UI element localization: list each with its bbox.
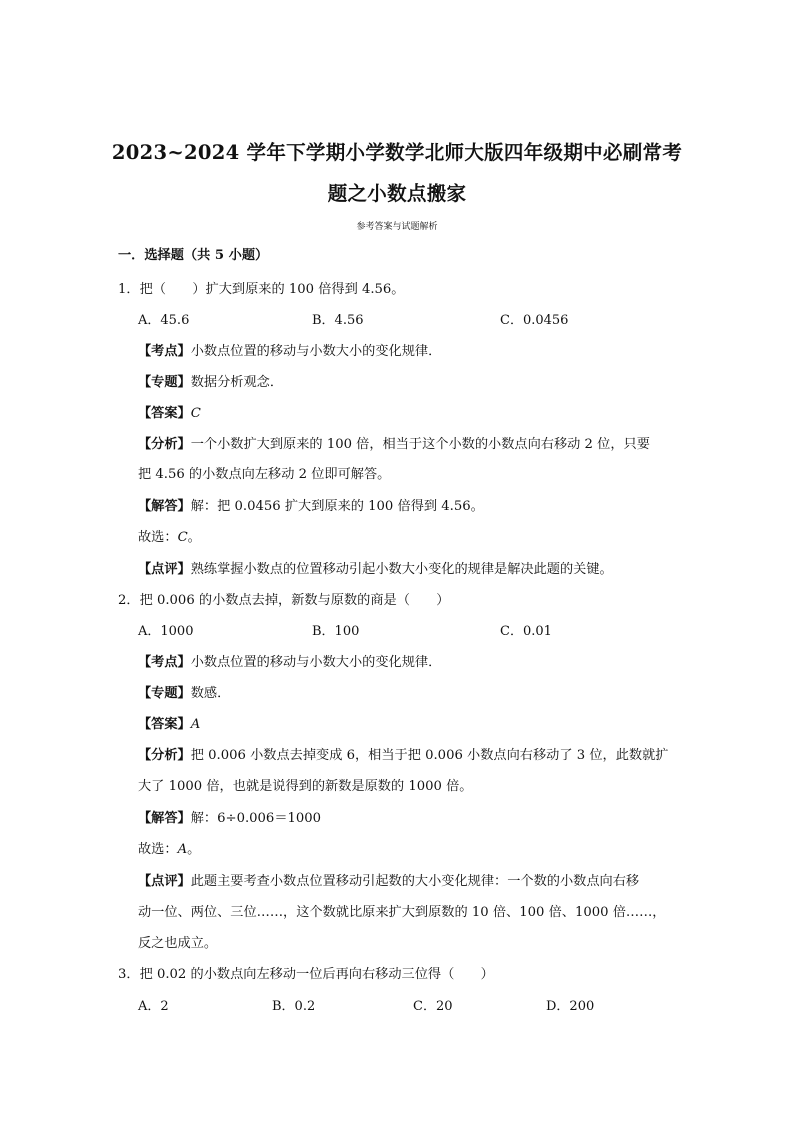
fenxi-text-line1: 一个小数扩大到原来的 100 倍，相当于这个小数的小数点向右移动 2 位，只要 xyxy=(190,437,650,452)
question-2-option-b: B．100 xyxy=(312,624,360,639)
question-2-fenxi xyxy=(138,747,668,765)
question-1-guxuan xyxy=(138,529,201,547)
kaodian-text: 小数点位置的移动与小数大小的变化规律． xyxy=(190,655,442,670)
question-1-option-c: C．0.0456 xyxy=(500,313,569,328)
zhuanti-label: 【专题】 xyxy=(138,375,191,390)
guxuan-prefix: 故选： xyxy=(138,842,178,857)
daan-label: 【答案】 xyxy=(138,717,191,732)
question-3-stem: 3．把 0.02 的小数点向左移动一位后再向右移动三位得（ ） xyxy=(118,967,494,982)
daan-text: C xyxy=(190,406,201,421)
dianping-label: 【点评】 xyxy=(138,562,191,577)
question-2-guxuan xyxy=(138,841,200,859)
jieda-label: 【解答】 xyxy=(138,811,191,826)
question-2-dianping-line2: 动一位、两位、三位……，这个数就比原来扩大到原数的 10 倍、100 倍、1000 倍……， xyxy=(138,905,666,920)
question-1-jieda xyxy=(138,498,484,516)
question-2-option-c: C．0.01 xyxy=(500,624,552,639)
kaodian-label: 【考点】 xyxy=(138,655,191,670)
question-2-stem: 2．把 0.006 的小数点去掉，新数与原数的商是（ ） xyxy=(118,593,450,608)
dianping-text-line1: 此题主要考查小数点位置移动引起数的大小变化规律：一个数的小数点向右移 xyxy=(190,874,640,889)
question-1-option-a: A．45.6 xyxy=(138,313,190,328)
question-2-jieda xyxy=(138,810,321,828)
question-1-zhuanti xyxy=(138,374,283,392)
question-2-option-a: A．1000 xyxy=(138,624,194,639)
question-3-option-a: A．2 xyxy=(138,999,169,1014)
guxuan-answer: A xyxy=(177,842,188,857)
jieda-label: 【解答】 xyxy=(138,499,191,514)
zhuanti-text: 数感． xyxy=(190,686,231,701)
fenxi-text-line1: 把 0.006 小数点去掉变成 6，相当于把 0.006 小数点向右移动了 3 位，此数就扩 xyxy=(190,748,669,763)
question-1-dianping xyxy=(138,561,613,579)
zhuanti-label: 【专题】 xyxy=(138,686,191,701)
guxuan-suffix: 。 xyxy=(187,530,201,545)
kaodian-label: 【考点】 xyxy=(138,344,191,359)
dianping-label: 【点评】 xyxy=(138,874,191,889)
question-1-fenxi xyxy=(138,436,650,454)
question-1-kaodian xyxy=(138,343,441,361)
guxuan-prefix: 故选： xyxy=(138,530,178,545)
question-1-daan xyxy=(138,405,201,423)
document-title-line2: 题之小数点搬家 xyxy=(327,182,467,205)
question-2-zhuanti xyxy=(138,685,230,703)
guxuan-suffix: 。 xyxy=(187,842,201,857)
guxuan-answer: C xyxy=(177,530,188,545)
question-2-dianping xyxy=(138,873,639,891)
zhuanti-text: 数据分析观念． xyxy=(190,375,284,390)
question-3-option-b: B．0.2 xyxy=(272,999,316,1014)
question-1-stem: 1．把（ ）扩大到原来的 100 倍得到 4.56。 xyxy=(118,282,405,297)
document-title-line1: 2023~2024 学年下学期小学数学北师大版四年级期中必刷常考 xyxy=(111,141,683,164)
question-2-dianping-line3: 反之也成立。 xyxy=(138,936,218,951)
question-2-fenxi-line2: 大了 1000 倍，也就是说得到的新数是原数的 1000 倍。 xyxy=(138,779,473,794)
jieda-text: 解：把 0.0456 扩大到原来的 100 倍得到 4.56。 xyxy=(190,499,484,514)
daan-label: 【答案】 xyxy=(138,406,191,421)
question-1-option-b: B．4.56 xyxy=(312,313,364,328)
question-3-option-c: C．20 xyxy=(413,999,453,1014)
question-2-kaodian xyxy=(138,654,441,672)
dianping-text: 熟练掌握小数点的位置移动引起小数大小变化的规律是解决此题的关键。 xyxy=(190,562,613,577)
question-3-option-d: D．200 xyxy=(546,999,595,1014)
daan-text: A xyxy=(190,717,201,732)
question-1-fenxi-line2: 把 4.56 的小数点向左移动 2 位即可解答。 xyxy=(138,467,391,482)
section-heading: 一．选择题（共 5 小题） xyxy=(118,248,269,263)
question-2-daan xyxy=(138,716,200,734)
fenxi-label: 【分析】 xyxy=(138,437,191,452)
document-subtitle: 参考答案与试题解析 xyxy=(356,222,438,232)
kaodian-text: 小数点位置的移动与小数大小的变化规律． xyxy=(190,344,442,359)
jieda-text: 解：6÷0.006＝1000 xyxy=(190,811,322,826)
fenxi-label: 【分析】 xyxy=(138,748,191,763)
